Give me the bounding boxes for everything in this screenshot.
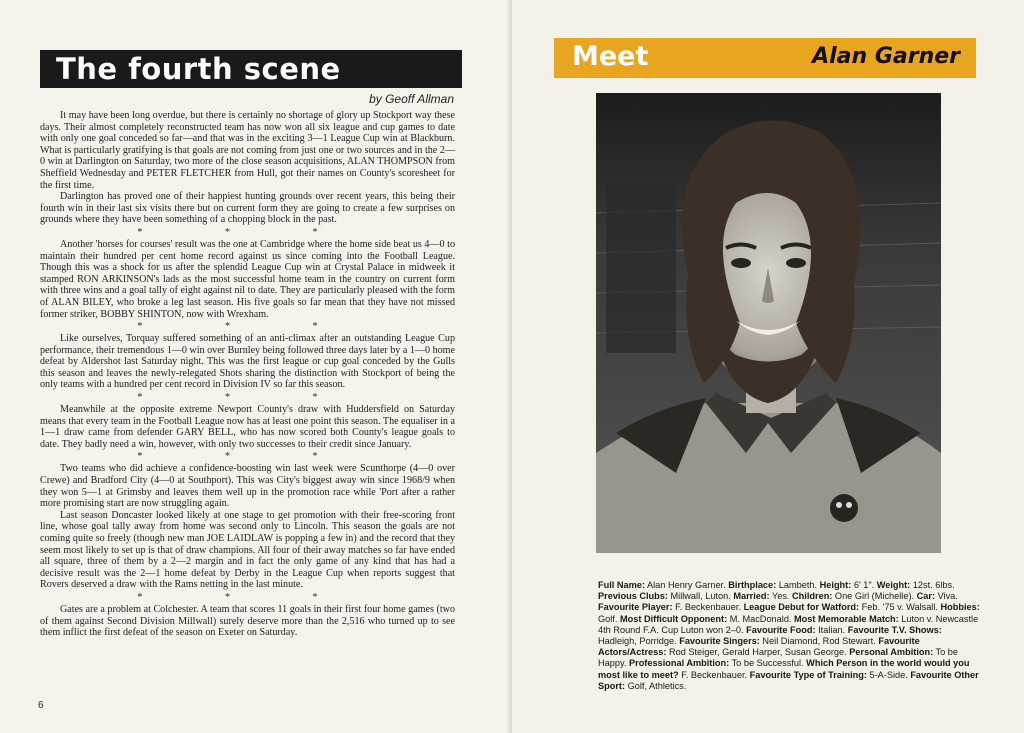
article-paragraph: Like ourselves, Torquay suffered something of an anti-climax after an outstanding League Cup performance, their tremendous 1—0 win over Burnley being followed three days later by a 1—0 home defeat by Aldershot last Saturday night. This was the first league or cup goal conceded by the Gulls this season and leaves the newly-relegated Shots sharing the distinction with Stockport of being the only teams with a hundred per cent record in Division IV so far this season.	[40, 333, 455, 391]
profile-fact-label: Previous Clubs:	[598, 591, 668, 602]
profile-fact-value: F. Beckenbauer.	[678, 669, 750, 680]
profile-fact-value: One Girl (Michelle).	[832, 591, 917, 602]
profile-fact-label: Birthplace:	[728, 580, 777, 590]
profile-fact-label: Most Difficult Opponent:	[619, 613, 728, 624]
profile-fact-value: Hadleigh, Porridge.	[598, 636, 680, 647]
profile-fact-value: Golf, Athletics.	[625, 680, 687, 691]
player-profile-facts	[598, 580, 983, 692]
profile-fact-label: Favourite Other Sport:	[598, 669, 979, 691]
profile-fact-value: 6' 1".	[851, 580, 877, 590]
article-paragraph: Another 'horses for courses' result was the one at Cambridge where the home side beat us 4—0 to maintain their hundred per cent home record against us since coming into the Football League. Though this was a shock for us after the splendid League Cup win at Crystal Palace in midweek it stamped RON ARKINSON's lads as the most successful home team in the country on current form with three wins and a goal tally of eight against nil to date. They are particularly pleased with the form of ALAN BILEY, who broke a leg last season. His five goals so far mean that they have not missed former striker, BOBBY SHINTON, now with Wrexham.	[40, 238, 455, 320]
profile-fact-label: Height:	[819, 580, 852, 590]
section-separator: * * *	[137, 591, 358, 603]
article-paragraph: Gates are a problem at Colchester. A team that scores 11 goals in their first four home games (two of them against Second Division Millwall) surely deserve more than the 2,516 who turned up to see them inflict the first defeat of the season on Exeter on Saturday.	[40, 603, 455, 639]
profile-fact-label: Favourite Actors/Actress:	[598, 636, 920, 658]
profile-fact-value: Viva.	[935, 591, 958, 602]
article-byline: by Geoff Allman	[369, 92, 454, 106]
profile-fact-value: Italian.	[815, 624, 848, 635]
article-title-bar	[40, 50, 462, 88]
player-portrait	[596, 93, 941, 553]
profile-fact-label: Married:	[733, 591, 770, 602]
profile-fact-label: Favourite T.V. Shows:	[847, 624, 942, 635]
profile-fact-value: Lambeth.	[776, 580, 820, 590]
section-separator: * * *	[137, 226, 358, 238]
article-paragraph: Two teams who did achieve a confidence-boosting win last week were Scunthorpe (4—0 over Crewe) and Bradford City (4—0 at Southport). This was City's biggest away win since 1968/9 when they won 5—1 at Grimsby and leaves them well up in the promotion race while 'Port after a rather more promising start are now struggling again.	[40, 463, 455, 510]
section-separator: * * *	[137, 392, 358, 404]
profile-fact-value: Yes.	[769, 591, 793, 602]
profile-header-bar	[554, 38, 976, 78]
profile-fact-value: F. Beckenbauer.	[672, 602, 744, 613]
section-separator: * * *	[137, 321, 358, 333]
player-portrait-image	[596, 93, 941, 553]
profile-fact-value: Rod Steiger, Gerald Harper, Susan George.	[666, 647, 850, 658]
article-paragraph: Darlington has proved one of their happiest hunting grounds over recent years, this being their fourth win in their last six visits there but on current form they are going to create a few surprises on grounds where they have been something of a chopping block in the past.	[40, 191, 455, 226]
section-separator: * * *	[137, 451, 358, 463]
profile-fact-label: Car:	[916, 591, 936, 602]
right-page	[512, 0, 1024, 733]
article-title: The fourth scene	[56, 52, 341, 86]
profile-fact-label: Professional Ambition:	[628, 658, 730, 669]
profile-fact-value: M. MacDonald.	[727, 613, 795, 624]
profile-fact-label: Favourite Type of Training:	[749, 669, 867, 680]
page-number: 6	[38, 700, 44, 711]
profile-header-word: Meet	[572, 41, 649, 72]
profile-fact-value: Alan Henry Garner.	[644, 580, 729, 590]
profile-fact-value: 5-A-Side.	[866, 669, 911, 680]
profile-fact-label: Weight:	[876, 580, 911, 590]
profile-header-name: Alan Garner	[812, 44, 960, 69]
profile-fact-value: Luton v. Newcastle 4th Round F.A. Cup Luton won 2–0.	[598, 613, 979, 635]
profile-fact-value: Golf.	[598, 613, 620, 624]
profile-fact-label: Which Person in the world would you most like to meet?	[598, 658, 970, 680]
profile-fact-value: Neil Diamond, Rod Stewart.	[759, 636, 879, 647]
profile-fact-label: Favourite Player:	[598, 602, 673, 613]
profile-fact-label: Most Memorable Match:	[794, 613, 899, 624]
article-paragraph: Last season Doncaster looked likely at one stage to get promotion with their free-scoring front line, whose goal tally away from home was second only to Lincoln. This season the goals are not coming quite so freely (though new man JOE LAIDLAW is popping a few in) and the record that they seem most likely to set up is that of draw champions. All four of their away matches so far have ended all square, three of them by a 2—2 margin and in fact the only game of any kind that has had a decisive result was the 2—1 home defeat by Derby in the League Cup when reports suggest that Rovers deserved a draw with the Rams netting in the last minute.	[40, 509, 455, 591]
profile-fact-value: To be Successful.	[729, 658, 807, 669]
profile-fact-label: Children:	[792, 591, 833, 602]
article-paragraph: It may have been long overdue, but there is certainly no shortage of glory up Stockport way these days. Their almost completely reconstructed team has now won all six league and cup games to date with only one goal conceded so far—and that was in the exciting 3—1 League Cup win at Blackburn. What is particularly gratifying is that goals are not coming from just one or two sources and in the 2—0 win at Darlington on Saturday, two more of the close season acquisitions, ALAN THOMPSON from Sheffield Wednesday and PETER FLETCHER from Hull, got their names on County's scoresheet for the first time.	[40, 110, 455, 191]
profile-fact-label: League Debut for Watford:	[743, 602, 860, 613]
profile-fact-value: To be Happy.	[598, 647, 959, 669]
article-paragraph: Meanwhile at the opposite extreme Newport County's draw with Huddersfield on Saturday means that every team in the Football League now has at least one point this season. The equaliser in a 1—1 draw came from defender GARY BELL, who has now scored both County's league goals to date. They badly need a win, however, with only two successes to their credit since January.	[40, 404, 455, 450]
profile-fact-label: Favourite Food:	[746, 624, 816, 635]
profile-fact-value: Millwall, Luton.	[667, 591, 734, 602]
profile-fact-label: Personal Ambition:	[849, 647, 934, 658]
profile-fact-label: Hobbies:	[940, 602, 980, 613]
profile-fact-value: Feb. '75 v. Walsall.	[859, 602, 941, 613]
profile-fact-value: 12st. 6lbs.	[910, 580, 955, 590]
profile-fact-label: Full Name:	[598, 580, 645, 590]
profile-fact-label: Favourite Singers:	[679, 636, 760, 647]
article-body	[40, 110, 455, 639]
